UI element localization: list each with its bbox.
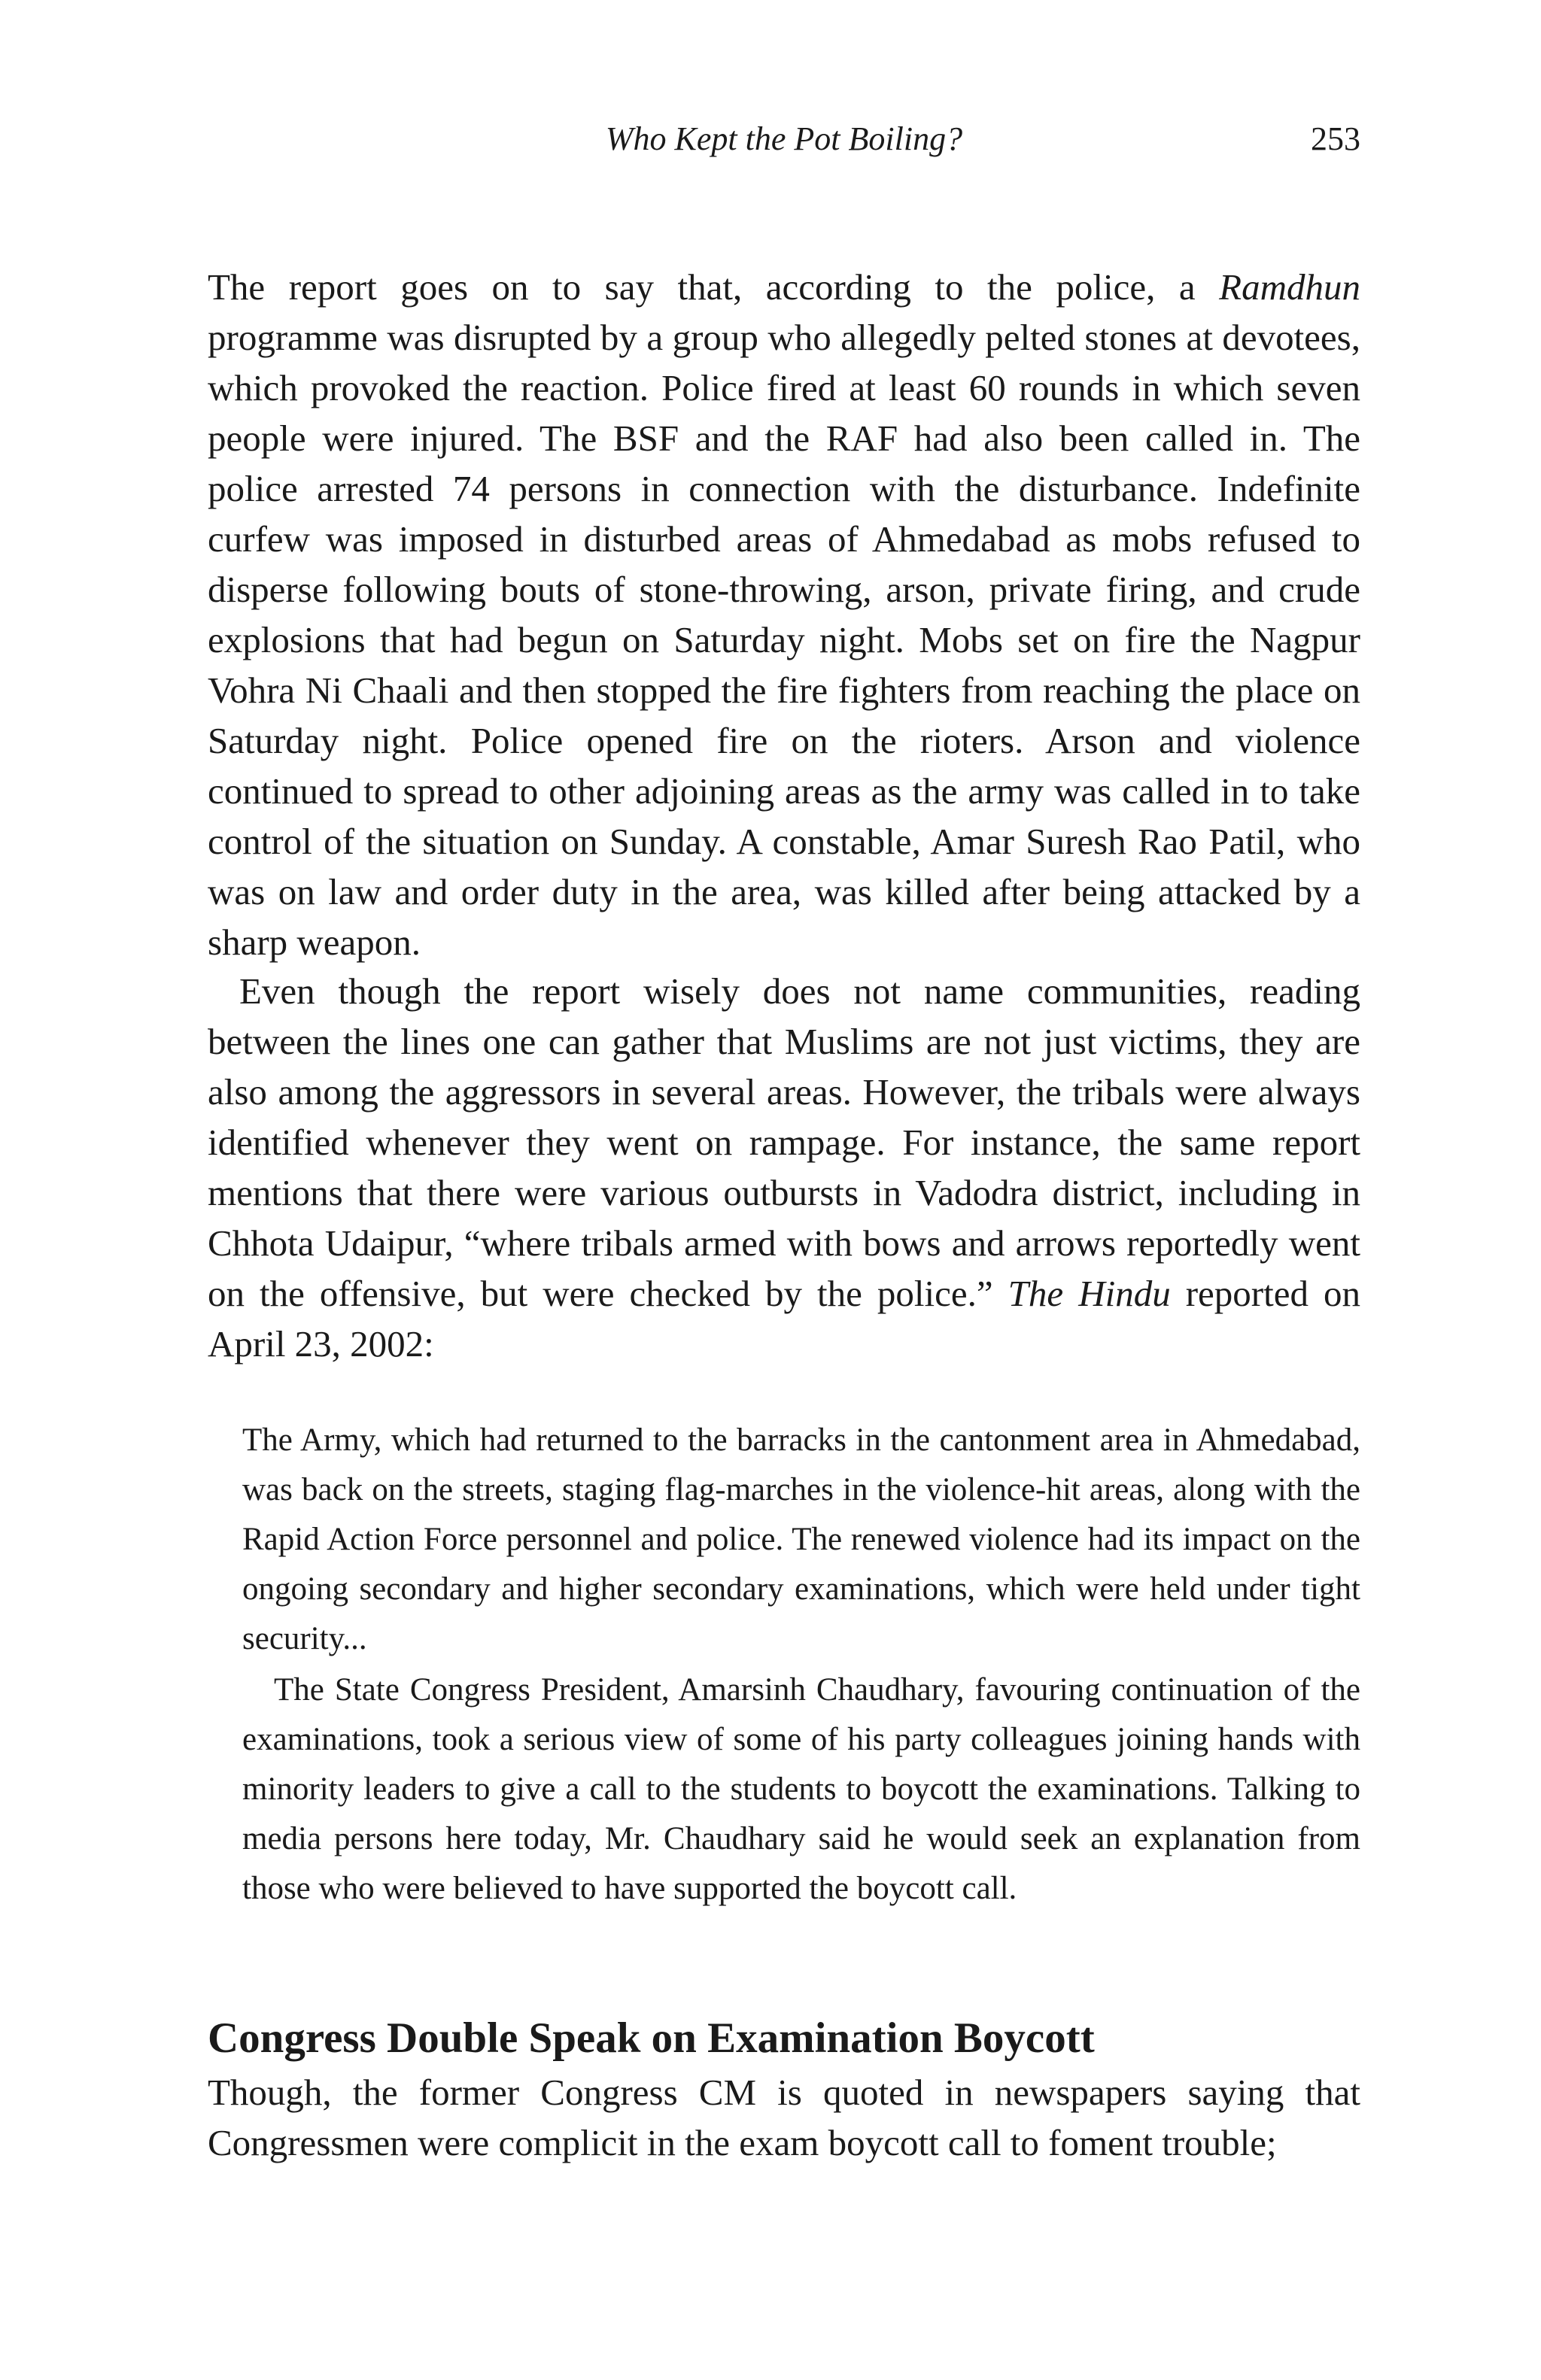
quote-text: The Army, which had returned to the barracks in the cantonment area in Ahmedabad, was back on the streets, staging flag-marches in the violence-hit areas, along with the Rapid Action Force personnel and police. The renewed violence had its impact on the ongoing secondary and higher secondary examinations, which were held under tight security...	[242, 1422, 1360, 1656]
page-number: 253	[1311, 120, 1360, 157]
body-paragraph-1	[208, 262, 1360, 967]
running-header	[208, 113, 1360, 165]
italic-publication-title: The Hindu	[1008, 1273, 1171, 1314]
section-paragraph-1	[208, 2067, 1360, 2168]
section-heading: Congress Double Speak on Examination Boycott	[208, 2014, 1095, 2062]
paragraph-text: Even though the report wisely does not name communities, reading between the lines one can gather that Muslims are not just victims, they are also among the aggressors in several areas. However, the tribals were always identified whenever they went on rampage. For instance, the same report mentions that there were various outbursts in Vadodra district, including in Chhota Udaipur, “where tribals armed with bows and arrows reportedly went on the offensive, but were checked by the police.”	[208, 970, 1360, 1314]
quote-text: The State Congress President, Amarsinh Chaudhary, favouring continuation of the examinations, took a serious view of some of his party colleagues joining hands with minority leaders to give a call to the students to boycott the examinations. Talking to media persons here today, Mr. Chaudhary said he would seek an explanation from those who were believed to have supported the boycott call.	[242, 1672, 1360, 1906]
paragraph-text: reported on April 23, 2002:	[208, 1273, 1361, 1365]
paragraph-text: Though, the former Congress CM is quoted in newspapers saying that Congressmen were complicit in the exam boycott call to foment trouble;	[208, 2072, 1360, 2163]
italic-term-ramdhun: Ramdhun	[1219, 266, 1360, 308]
paragraph-text: programme was disrupted by a group who allegedly pelted stones at devotees, which provoked the reaction. Police fired at least 60 rounds in which seven people were injured. The BSF and the RAF had also been called in. The police arrested 74 persons in connection with the disturbance. Indefinite curfew was imposed in disturbed areas of Ahmedabad as mobs refused to disperse following bouts of stone-throwing, arson, private firing, and crude explosions that had begun on Saturday night. Mobs set on fire the Nagpur Vohra Ni Chaali and then stopped the fire fighters from reaching the place on Saturday night. Police opened fire on the rioters. Arson and violence continued to spread to other adjoining areas as the army was called in to take control of the situation on Sunday. A constable, Amar Suresh Rao Patil, who was on law and order duty in the area, was killed after being attacked by a sharp weapon.	[208, 317, 1360, 963]
block-quote-paragraph-1	[242, 1416, 1360, 1664]
running-title: Who Kept the Pot Boiling?	[605, 120, 963, 157]
block-quote-paragraph-2	[242, 1665, 1360, 1914]
body-paragraph-2	[208, 966, 1360, 1369]
paragraph-text: The report goes on to say that, according to the police, a	[208, 266, 1220, 308]
